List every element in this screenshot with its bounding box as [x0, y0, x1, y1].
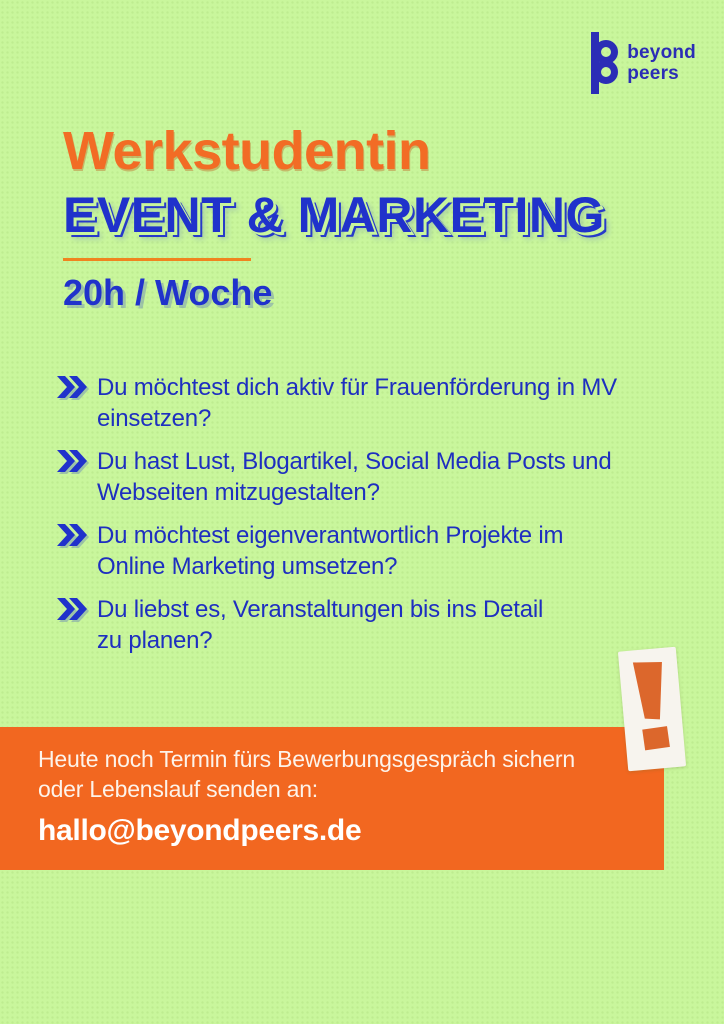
list-item-line2: Online Marketing umsetzen?	[97, 553, 398, 580]
list-item	[57, 594, 657, 656]
list-item-text	[97, 446, 611, 508]
contact-message-line1: Heute noch Termin fürs Bewerbungsgespräch sichern	[38, 746, 575, 772]
list-item-line1: Du liebst es, Veranstaltungen bis ins Detail	[97, 596, 544, 623]
double-chevron-icon	[57, 376, 87, 403]
list-item-line2: Webseiten mitzugestalten?	[97, 479, 380, 506]
job-department: EVENT & MARKETING	[63, 187, 605, 243]
list-item	[57, 446, 657, 508]
contact-banner	[0, 727, 664, 870]
double-chevron-icon	[57, 524, 87, 551]
company-logo	[591, 32, 696, 94]
list-item-text	[97, 520, 563, 582]
exclamation-mark-icon	[626, 656, 679, 762]
job-title: Werkstudentin	[63, 121, 431, 181]
contact-message	[38, 744, 664, 804]
list-item-line1: Du möchtest dich aktiv für Frauenförderung in MV	[97, 374, 617, 401]
list-item-line1: Du hast Lust, Blogartikel, Social Media Posts und	[97, 448, 612, 475]
double-chevron-icon	[57, 598, 87, 625]
weekly-hours: 20h / Woche	[63, 272, 273, 313]
list-item	[57, 372, 657, 434]
list-item-line2: zu planen?	[97, 627, 213, 654]
list-item-line1: Du möchtest eigenverantwortlich Projekte im	[97, 522, 564, 549]
exclamation-sticker	[618, 647, 686, 772]
double-chevron-icon	[57, 450, 87, 477]
company-name-line2: peers	[627, 63, 679, 84]
company-name	[627, 42, 696, 84]
list-item-text	[97, 594, 543, 656]
contact-message-line2: oder Lebenslauf senden an:	[38, 776, 318, 802]
list-item-line2: einsetzen?	[97, 405, 212, 432]
divider-line	[63, 258, 251, 261]
list-item-text	[97, 372, 617, 434]
company-name-line1: beyond	[627, 42, 696, 63]
contact-email: hallo@beyondpeers.de	[38, 814, 362, 847]
beyondpeers-bp-logo-icon	[591, 32, 621, 94]
requirements-list	[57, 372, 657, 656]
list-item	[57, 520, 657, 582]
